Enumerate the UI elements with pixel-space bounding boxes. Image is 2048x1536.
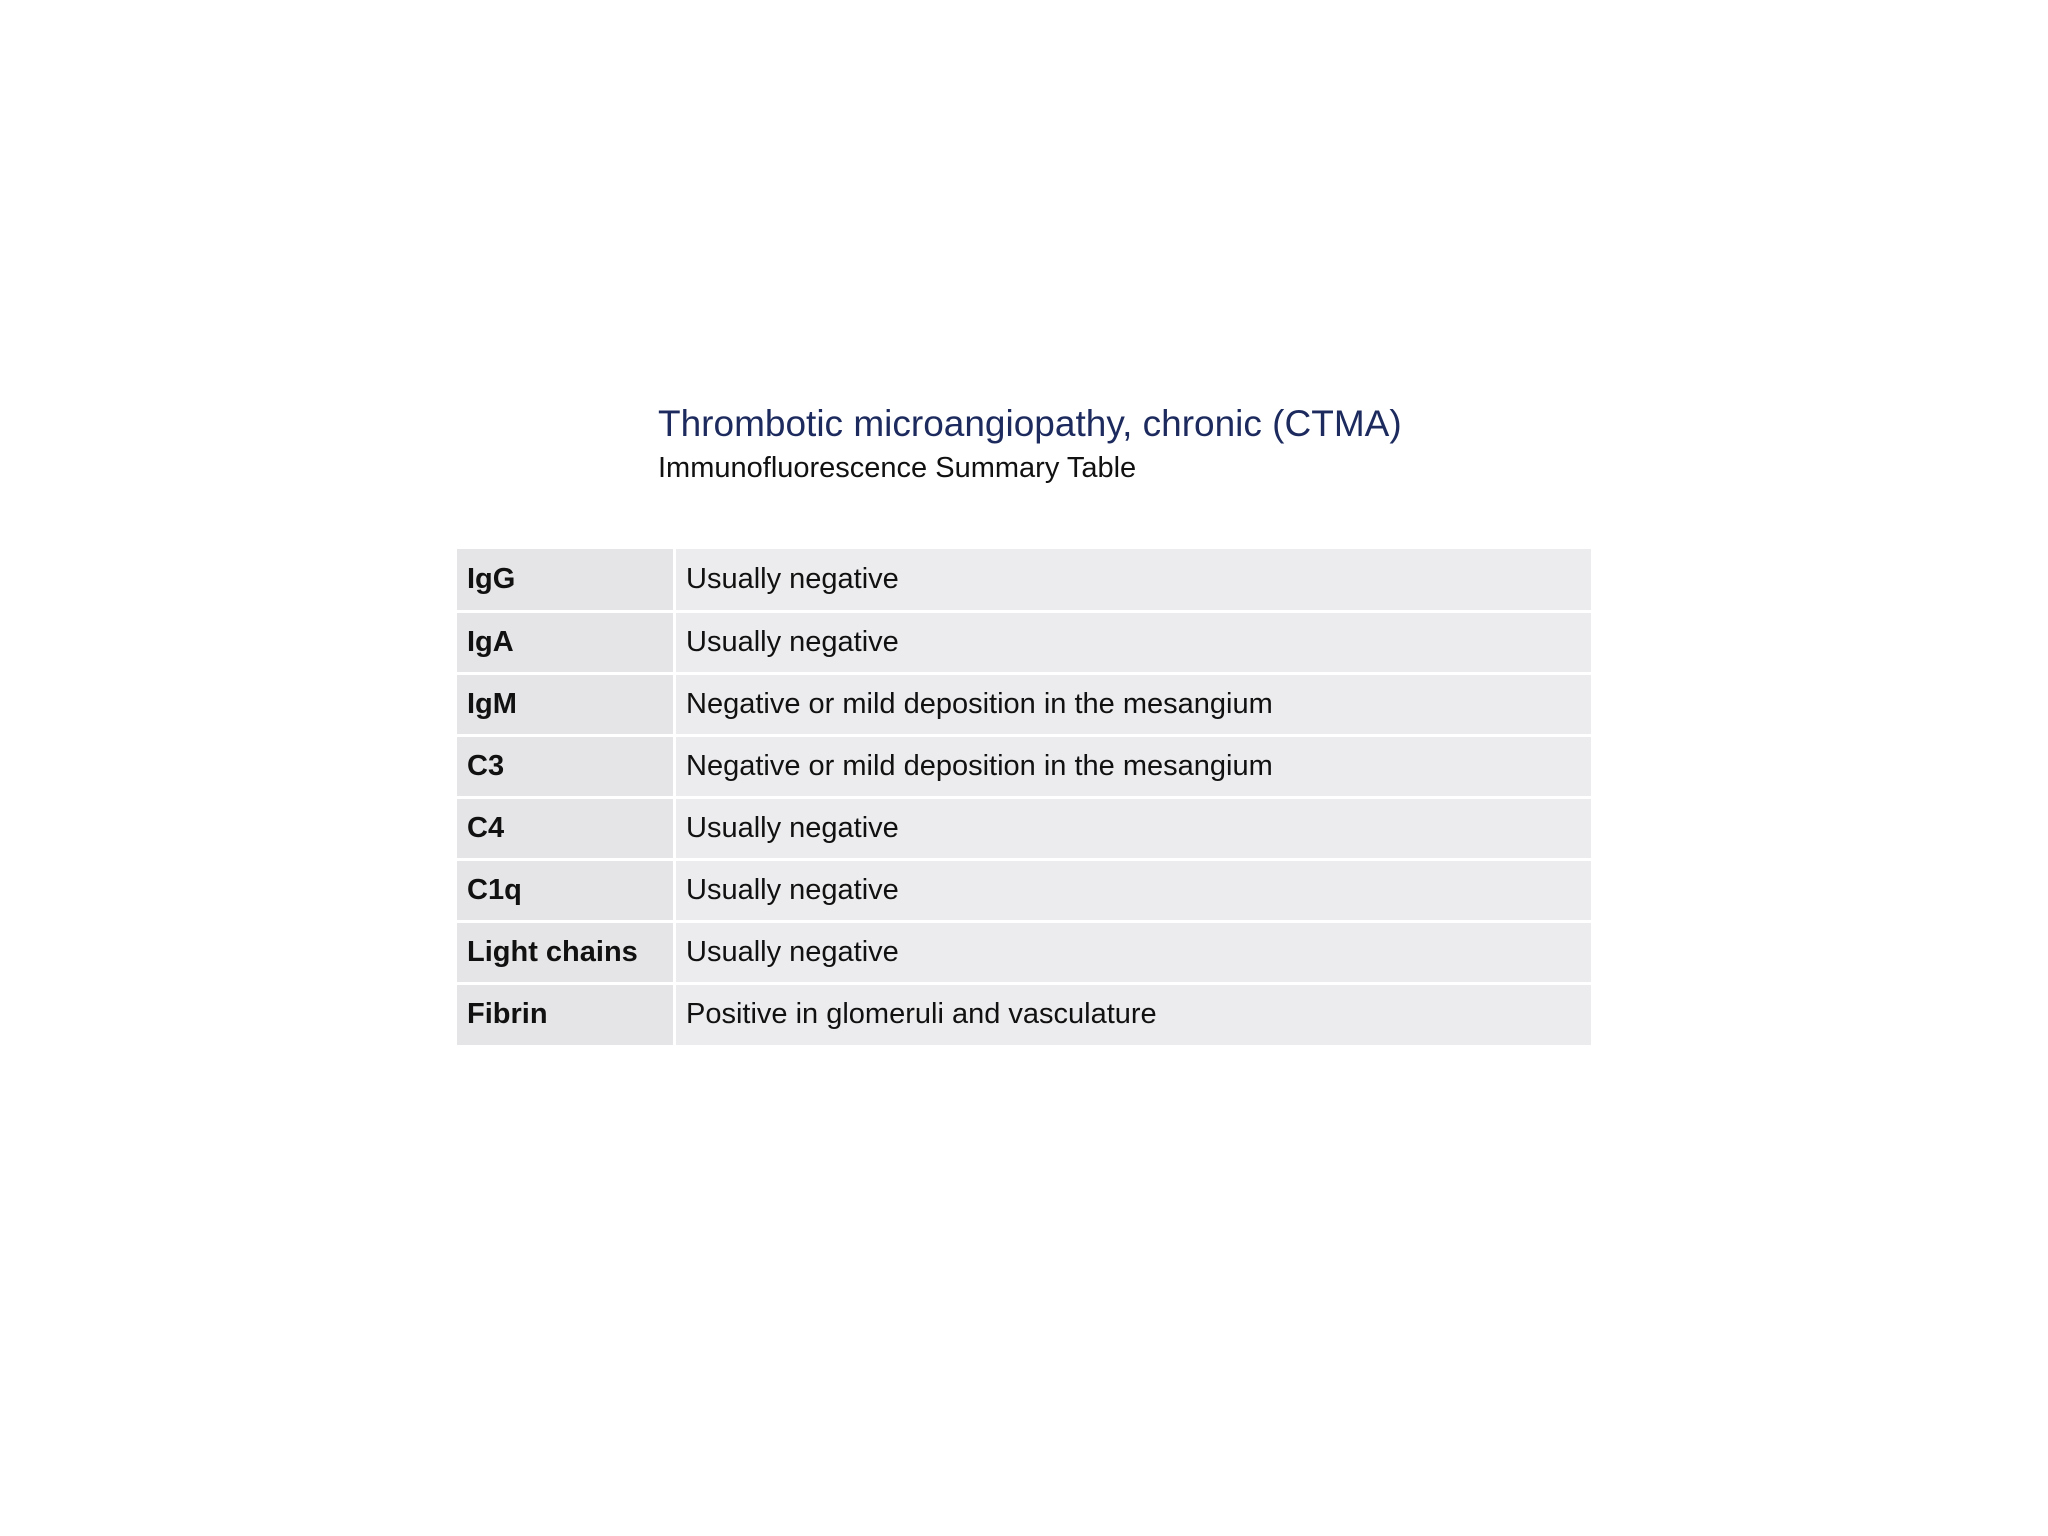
row-value: Usually negative xyxy=(675,921,1592,983)
immunofluorescence-summary-table xyxy=(457,549,1591,1045)
table-row xyxy=(457,611,1591,673)
row-value: Usually negative xyxy=(675,797,1592,859)
row-label: Fibrin xyxy=(457,983,675,1045)
row-value: Negative or mild deposition in the mesangium xyxy=(675,673,1592,735)
row-label: IgA xyxy=(457,611,675,673)
row-value: Positive in glomeruli and vasculature xyxy=(675,983,1592,1045)
row-value: Usually negative xyxy=(675,611,1592,673)
row-label: C3 xyxy=(457,735,675,797)
title-block xyxy=(658,402,1402,486)
row-value: Negative or mild deposition in the mesangium xyxy=(675,735,1592,797)
row-label: C1q xyxy=(457,859,675,921)
table-row xyxy=(457,797,1591,859)
row-label: IgG xyxy=(457,549,675,611)
table-row xyxy=(457,983,1591,1045)
row-value: Usually negative xyxy=(675,859,1592,921)
page-subtitle: Immunofluorescence Summary Table xyxy=(658,452,1137,484)
table-row xyxy=(457,921,1591,983)
row-value: Usually negative xyxy=(675,549,1592,611)
page-title: Thrombotic microangiopathy, chronic (CTMA) xyxy=(658,403,1402,444)
row-label: IgM xyxy=(457,673,675,735)
table-row xyxy=(457,859,1591,921)
row-label: C4 xyxy=(457,797,675,859)
table-row xyxy=(457,673,1591,735)
table-row xyxy=(457,735,1591,797)
table-row xyxy=(457,549,1591,611)
row-label: Light chains xyxy=(457,921,675,983)
